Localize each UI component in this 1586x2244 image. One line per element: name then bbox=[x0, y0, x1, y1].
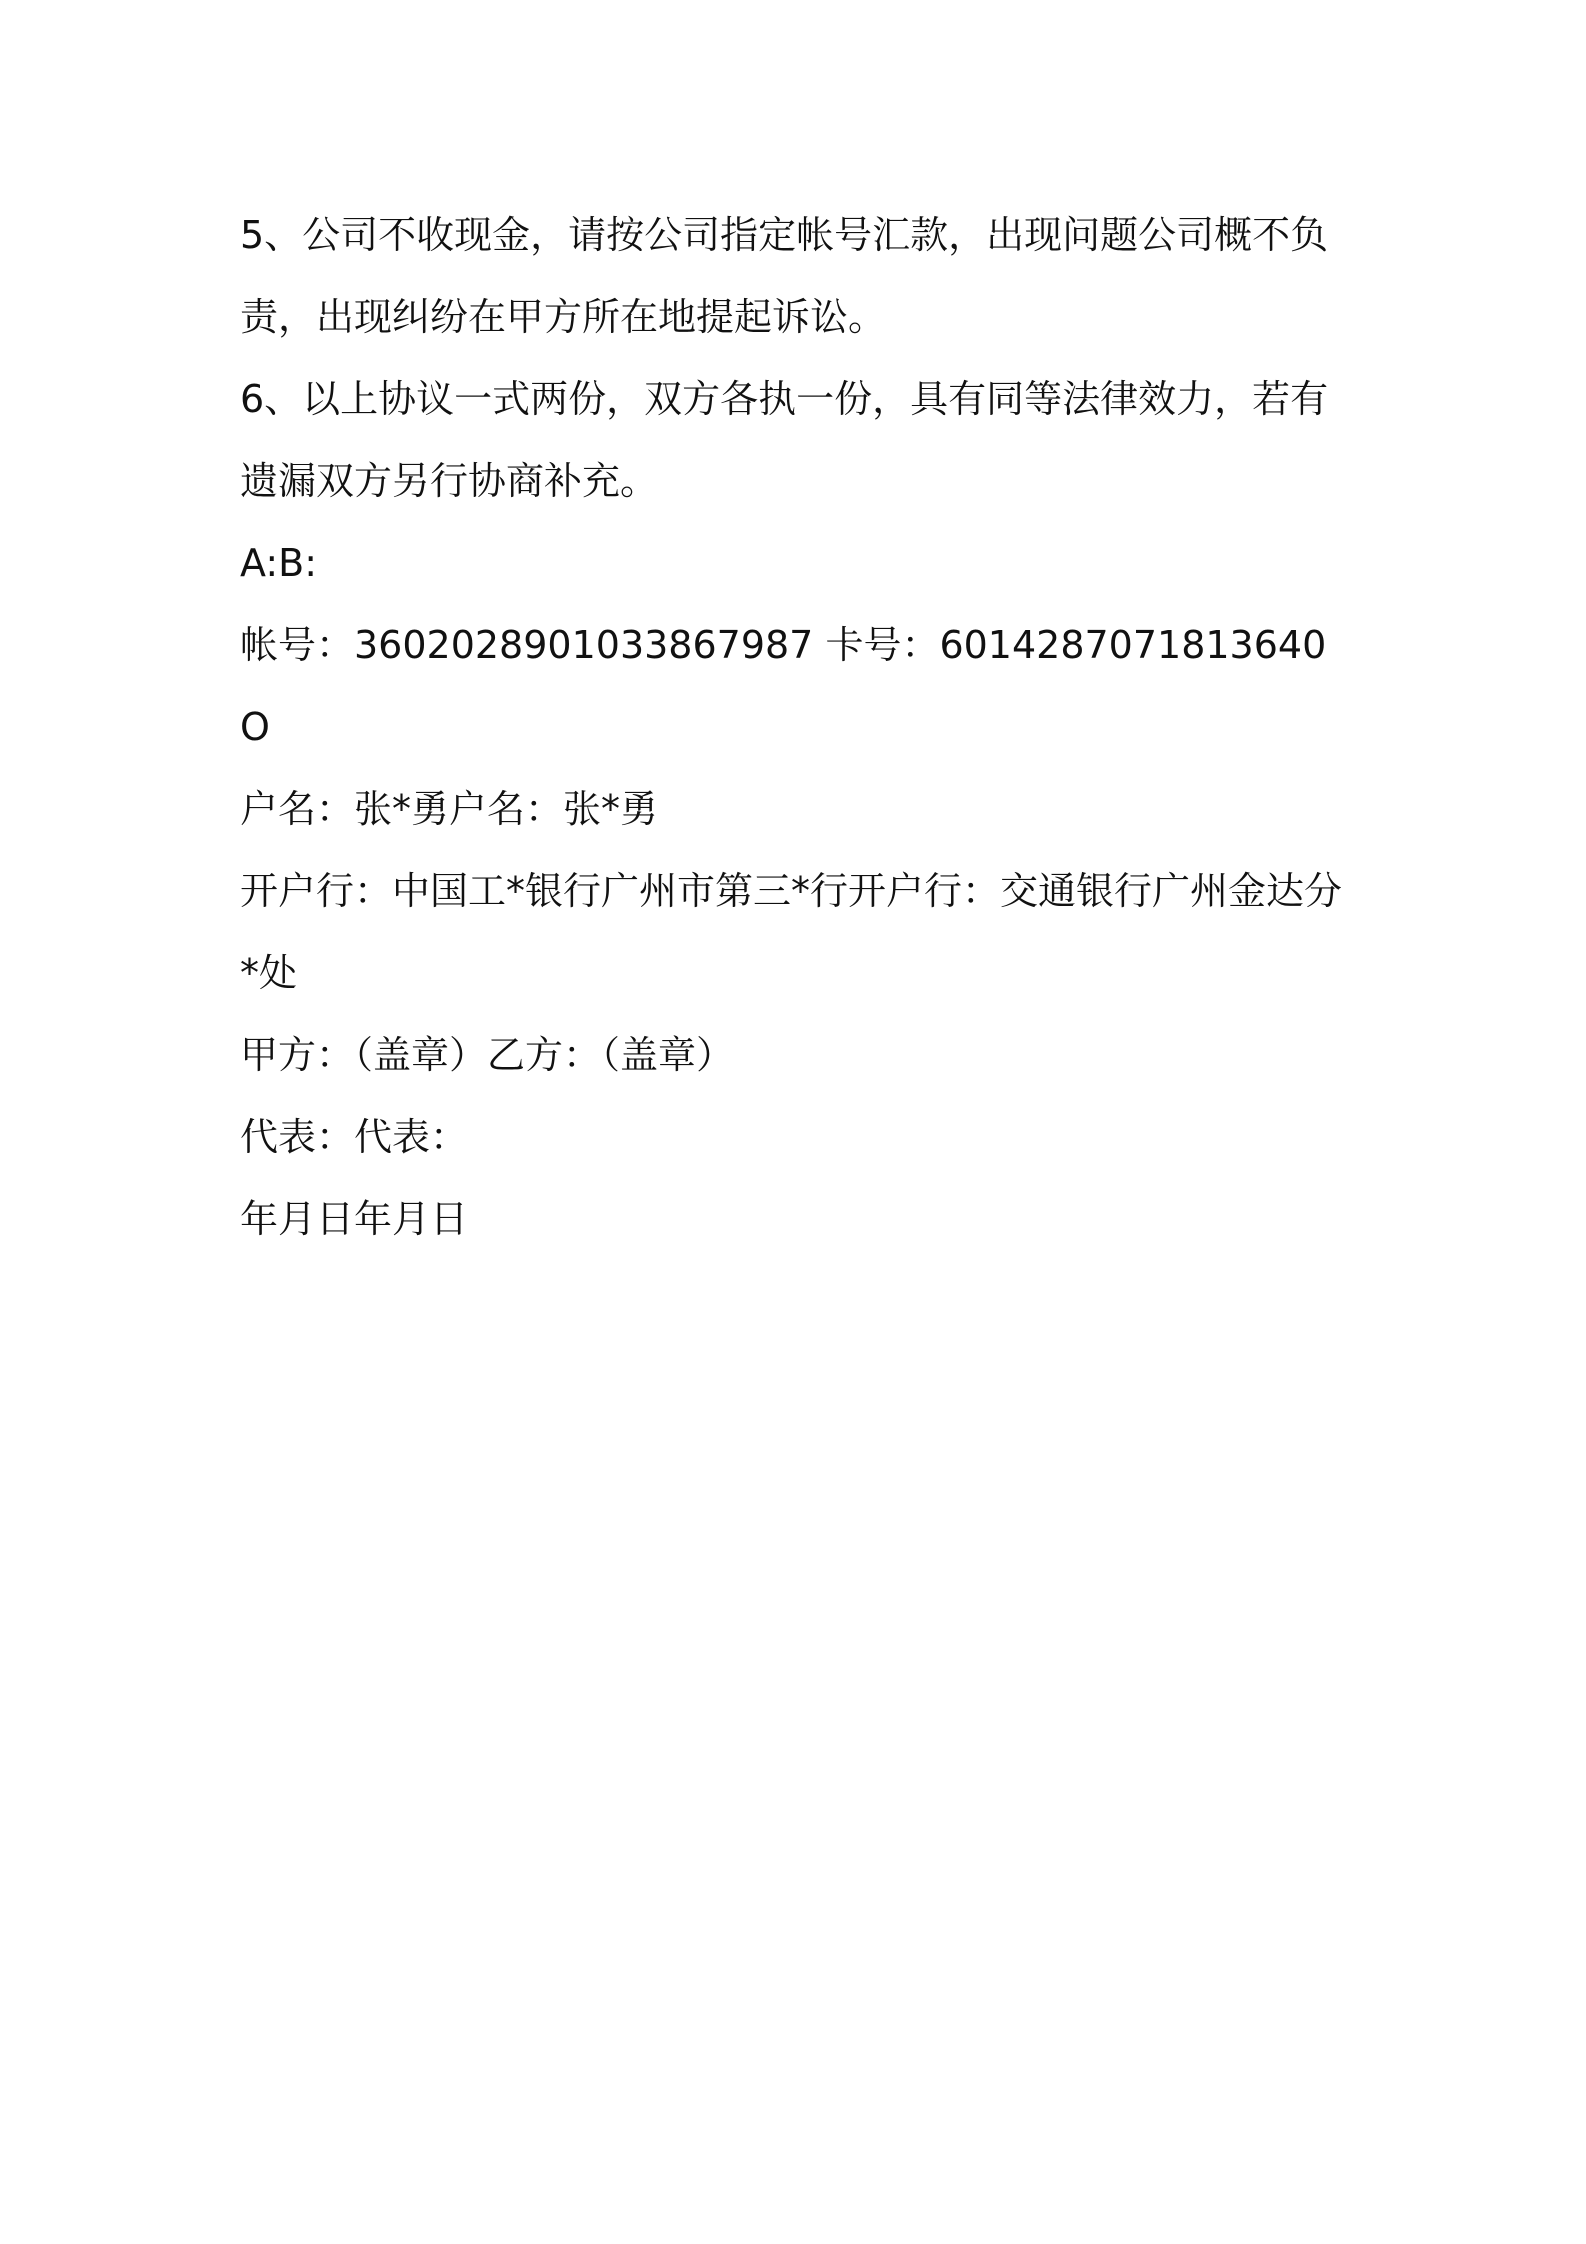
representative-line: 代表：代表： bbox=[240, 1115, 469, 1159]
party-header: A:B: bbox=[240, 541, 318, 585]
seal-line: 甲方：（盖章）乙方：（盖章） bbox=[240, 1033, 735, 1077]
document-body bbox=[240, 194, 1352, 1260]
clause-5: 5、公司不收现金，请按公司指定帐号汇款，出现问题公司概不负责，出现纠纷在甲方所在地提起诉讼。 bbox=[240, 213, 1329, 339]
bank-line: 开户行：中国工*银行广州市第三*行开户行：交通银行广州金达分*处 bbox=[240, 869, 1343, 995]
account-name-line: 户名：张*勇户名：张*勇 bbox=[240, 787, 659, 831]
date-line: 年月日年月日 bbox=[240, 1197, 469, 1241]
clause-6: 6、以上协议一式两份，双方各执一份，具有同等法律效力，若有遗漏双方另行协商补充。 bbox=[240, 377, 1329, 503]
account-line: 帐号：3602028901033867987 卡号：6014287071813640O bbox=[240, 623, 1327, 749]
